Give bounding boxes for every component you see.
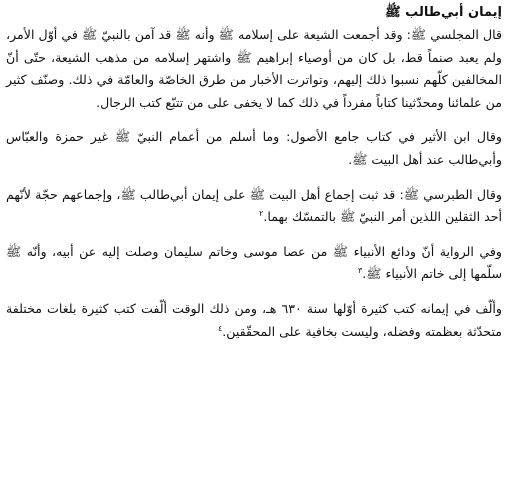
footnote-marker: ٤ [217,323,223,333]
paragraph-text: وقال ابن الأثير في كتاب جامع الأصول: وما أسلم من أعمام النبيّ ﷺ غير حمزة والعبّاس وأبي‌طالب عند أهل البيت ﷺ. [6,129,502,167]
section-heading: إيمان أبي‌طالب ﷺ [384,5,502,20]
paragraph-majlisi [6,24,502,114]
paragraph-tabarsi [6,184,502,229]
paragraph-wadai [6,241,502,286]
paragraph-text: وألّف في إيمانه كتب كثيرة أوّلها سنة ٦٣٠ هـ، ومن ذلك الوقت ألّفت كتب كثيرة بلغات مختلفة متحدّثة بعظمته وفضله، وليست بخافية على المحقّقين. [6,300,503,339]
paragraph-text: قال المجلسي ﷺ: وقد أجمعت الشيعة على إسلامه ﷺ وأنه ﷺ قد آمن بالنبيّ ﷺ في أوّل الأمر، ولم يعبد صنماً قط، بل كان من أوصياء إبراهيم ﷺ واشتهر إسلامه من مذهب الشيعة، حتّى أنّ المخالفين كلّهم نسبوا ذلك إليهم، وتواترت الأخبار من طرق الخاصّة والعامّة في ذلك. وصنّف كثير من علمائنا ومحدّثينا كتاباً مفرداً في ذلك كما لا يخفى على من تتبّع كتب الرجال. [6,27,502,110]
paragraph-text: وفي الرواية أنّ ودائع الأنبياء ﷺ من عصا موسى وخاتم سليمان وصلت إليه عن أبيه، وأنّه ﷺ سلّمها إلى خاتم الأنبياء ﷺ. [6,243,502,282]
paragraph-text: وقال الطبرسي ﷺ: قد ثبت إجماع أهل البيت ﷺ على إيمان أبي‌طالب ﷺ، وإجماعهم حجّة لأنّهم أحد الثقلين اللذين أمر النبيّ ﷺ بالتمسّك بهما. [6,186,502,225]
footnote-marker: ٣ [357,266,363,276]
footnote-marker: ٢ [259,208,264,218]
paragraph-books [6,298,502,343]
paragraph-ibn-athir [6,126,502,171]
